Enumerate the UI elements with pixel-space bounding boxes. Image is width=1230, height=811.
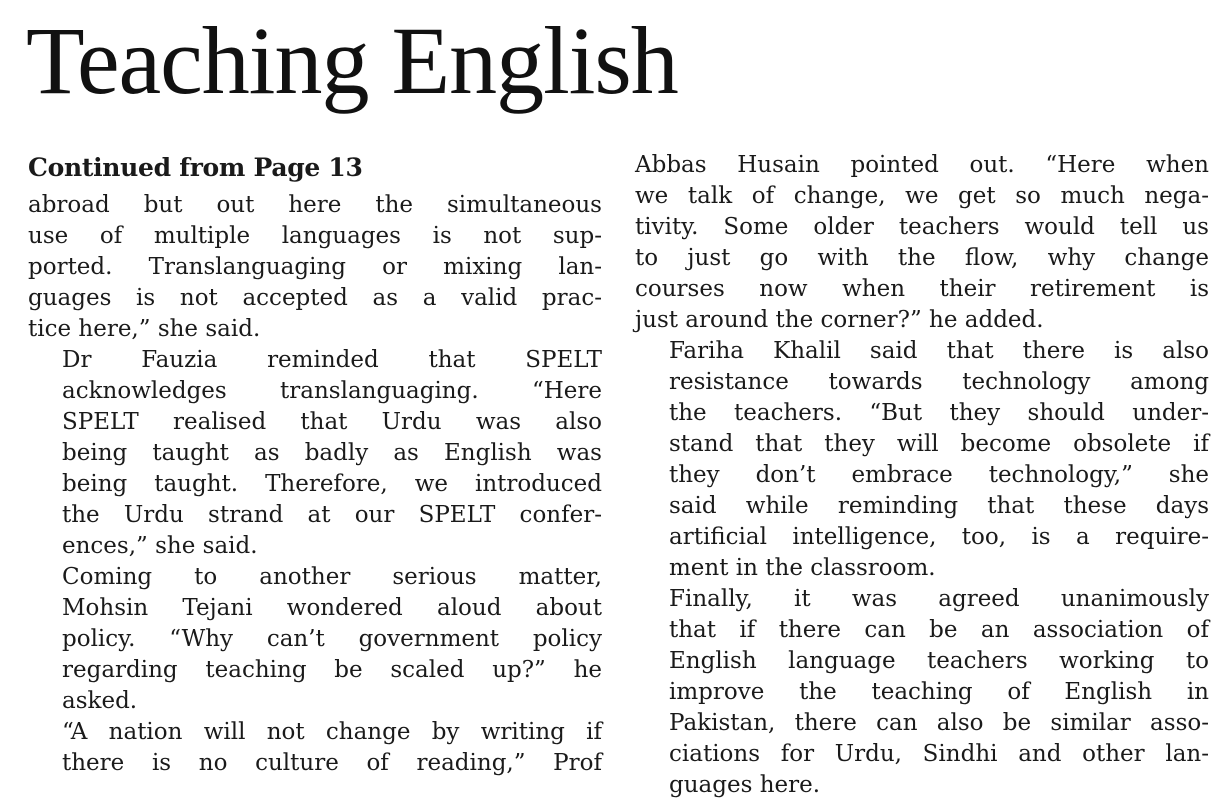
text-line: guages here. [669,772,821,798]
text-line: ported. Translanguaging or mixing lan- [28,254,602,280]
text-line: ences,” she said. [62,533,258,559]
text-line: SPELT realised that Urdu was also [62,409,602,435]
text-line: guages is not accepted as a valid prac- [28,285,602,311]
text-line: we talk of change, we get so much nega- [635,183,1209,209]
text-line: abroad but out here the simultaneous [28,192,602,218]
article-paragraph [635,336,1209,584]
text-line: just around the corner?” he added. [635,307,1044,333]
text-line: tice here,” she said. [28,316,261,342]
text-line: the teachers. “But they should under- [669,400,1209,426]
continued-from-kicker: Continued from Page 13 [28,153,363,182]
text-line: said while reminding that these days [669,493,1209,519]
text-line: Fariha Khalil said that there is also [669,338,1209,364]
text-line: resistance towards technology among [669,369,1209,395]
article-paragraph [635,150,1209,336]
text-line: that if there can be an association of [669,617,1209,643]
headline: Teaching English [26,7,678,114]
text-line: artificial intelligence, too, is a require- [669,524,1209,550]
text-line: courses now when their retirement is [635,276,1209,302]
text-line: being taught as badly as English was [62,440,602,466]
text-line: stand that they will become obsolete if [669,431,1209,457]
text-line: Mohsin Tejani wondered aloud about [62,595,602,621]
text-line: Abbas Husain pointed out. “Here when [635,152,1209,178]
article-paragraph [28,190,602,345]
text-line: ciations for Urdu, Sindhi and other lan- [669,741,1209,767]
right-column [635,150,1209,801]
article-paragraph [635,584,1209,801]
left-column-body [28,190,602,779]
text-line: regarding teaching be scaled up?” he [62,657,602,683]
text-line: improve the teaching of English in [669,679,1209,705]
article-paragraph [28,717,602,779]
text-line: the Urdu strand at our SPELT confer- [62,502,602,528]
text-line: policy. “Why can’t government policy [62,626,602,652]
text-line: there is no culture of reading,” Prof [62,750,602,776]
text-line: Dr Fauzia reminded that SPELT [62,347,602,373]
text-line: they don’t embrace technology,” she [669,462,1209,488]
text-line: acknowledges translanguaging. “Here [62,378,602,404]
right-column-body [635,150,1209,801]
article-paragraph [28,562,602,717]
text-line: asked. [62,688,138,714]
text-line: being taught. Therefore, we introduced [62,471,602,497]
left-column [28,150,602,779]
text-line: English language teachers working to [669,648,1209,674]
text-line: tivity. Some older teachers would tell us [635,214,1209,240]
article-paragraph [28,345,602,562]
text-line: use of multiple languages is not sup- [28,223,602,249]
text-line: “A nation will not change by writing if [62,719,602,745]
text-line: Finally, it was agreed unanimously [669,586,1209,612]
text-line: ment in the classroom. [669,555,936,581]
text-line: Coming to another serious matter, [62,564,602,590]
text-line: to just go with the flow, why change [635,245,1209,271]
text-line: Pakistan, there can also be similar asso- [669,710,1209,736]
